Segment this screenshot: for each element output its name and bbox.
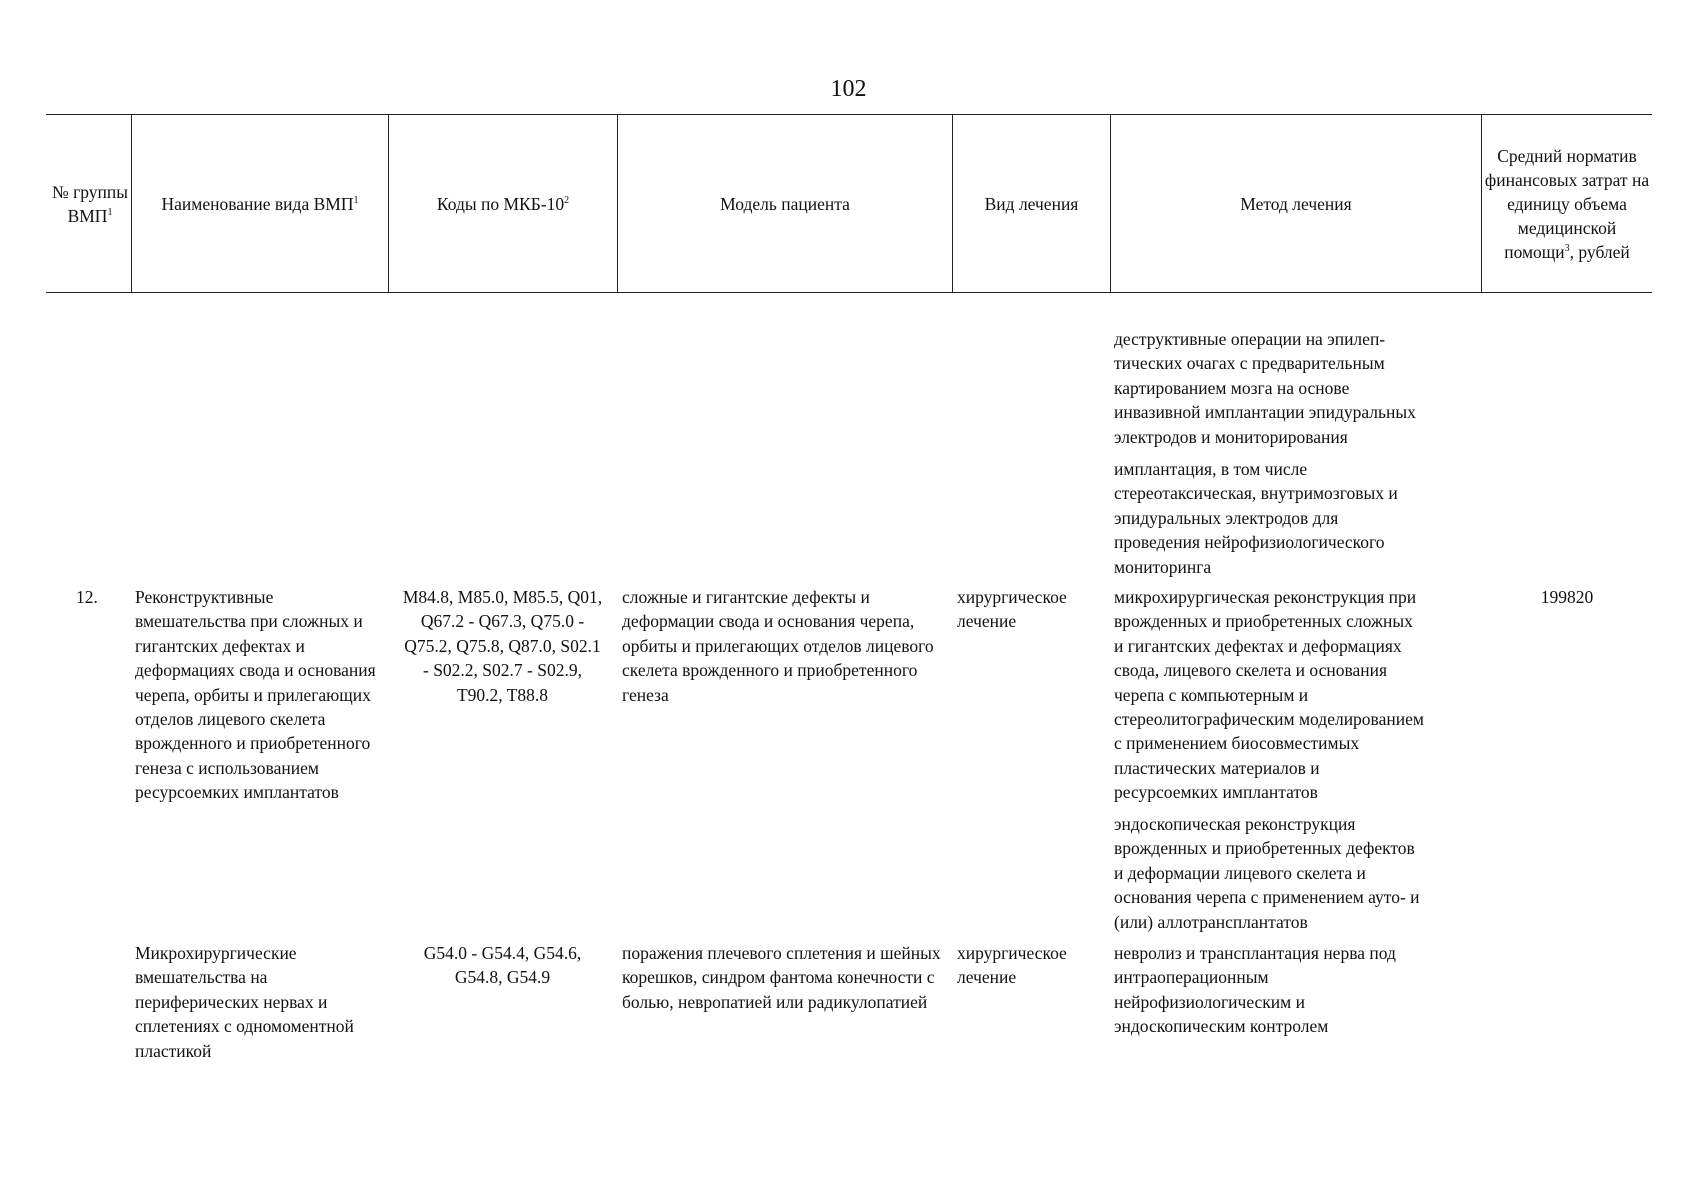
row-icd-codes: G54.0 - G54.4, G54.6, G54.8, G54.9 — [423, 943, 582, 988]
row-average-cost: 199820 — [1540, 587, 1594, 607]
method-item: эндоскопическая реконструкция врожденных и приобретенных дефектов и деформации лицевого скелета и основания черепа с применением ауто- и (или) аллотрансплантатов — [1114, 814, 1420, 932]
table-header-bottom-rule — [46, 292, 1652, 293]
row-vmp-name: Реконструктивные вмешательства при сложных и гигантских дефектах и деформациях свода и основания черепа, орбиты и прилегающих отделов лицевого скелета врожденного и приобретенного генеза с использованием ресурсоемких имплантатов — [135, 587, 376, 803]
header-treatment-method: Метод лечения — [1240, 193, 1352, 214]
row-patient-model: сложные и гигантские дефекты и деформации свода и основания черепа, орбиты и прилегающих отделов лицевого скелета врожденного и приобретенного генеза — [622, 587, 934, 705]
row-vmp-name: Микрохирургические вмешательства на периферических нервах и сплетениях с одномоментной пластикой — [135, 943, 354, 1061]
page-number: 102 — [830, 76, 867, 102]
row-group-number: 12. — [76, 587, 98, 607]
header-icd-codes: Коды по МКБ-$10^2$ — [436, 193, 570, 214]
header-group-number: № группы ВМП$^1$ — [52, 181, 129, 226]
header-treatment-type: Вид лечения — [984, 193, 1079, 214]
header-average-cost: Средний норматив финансовых затрат на единицу объема медицинской помощи$^3$, рублей — [1484, 145, 1650, 262]
method-item: деструктивные операции на эпилеп- тических очагах с предварительным картированием мозга на основе инвазивной имплантации эпидуральных электродов и мониторирования — [1114, 329, 1416, 447]
header-divider — [1481, 114, 1482, 292]
row-treatment-type: хирургическое лечение — [957, 587, 1067, 632]
row-patient-model: поражения плечевого сплетения и шейных корешков, синдром фантома конечности с болью, невропатией или радикулопатией — [622, 943, 941, 1012]
row-icd-codes: M84.8, M85.0, M85.5, Q01, Q67.2 - Q67.3, Q75.0 - Q75.2, Q75.8, Q87.0, S02.1 - S02.2, S02.7 - S02.9, T90.2, T88.8 — [402, 587, 603, 705]
row-treatment-type: хирургическое лечение — [957, 943, 1067, 988]
method-item: имплантация, в том числе стереотаксическая, внутримозговых и эпидуральных электродов для проведения нейрофизиологического мониторинга — [1114, 459, 1398, 577]
header-patient-model: Модель пациента — [720, 193, 850, 214]
method-item: микрохирургическая реконструкция при врожденных и приобретенных сложных и гигантских дефектах и деформациях свода, лицевого скелета и основания черепа с компьютерным и стереолитографическим моделированием с применением биосовместимых пластических материалов и ресурсоемких имплантатов — [1114, 587, 1424, 803]
header-vmp-name: Наименование вида ВМП$^1$ — [161, 193, 359, 214]
method-item: невролиз и трансплантация нерва под интраоперационным нейрофизиологическим и эндоскопическим контролем — [1114, 943, 1396, 1037]
